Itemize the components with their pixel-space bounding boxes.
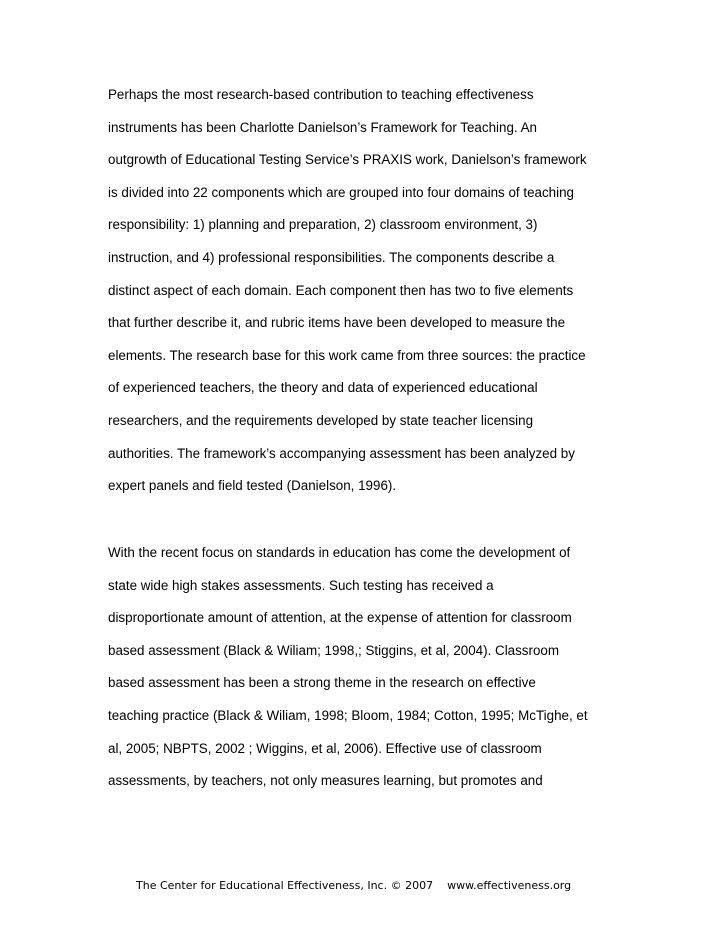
paragraph-line: distinct aspect of each domain. Each component then has two to five elements xyxy=(108,282,574,298)
paragraph-line: instruction, and 4) professional responsibilities. The components describe a xyxy=(108,249,555,265)
paragraph-line: instruments has been Charlotte Danielson’s Framework for Teaching. An xyxy=(108,119,537,135)
paragraph-line: disproportionate amount of attention, at the expense of attention for classroom xyxy=(108,610,572,626)
paragraph-line: Perhaps the most research-based contribution to teaching effectiveness xyxy=(108,87,534,102)
footer-organization: The Center for Educational Effectiveness, Inc. © 2007 xyxy=(136,879,434,892)
page-footer xyxy=(136,879,571,893)
paragraph-line: elements. The research base for this work came from three sources: the practice xyxy=(108,347,586,363)
paragraph-line: assessments, by teachers, not only measures learning, but promotes and xyxy=(108,773,543,789)
paragraph-classroom-assessment xyxy=(108,537,638,798)
paragraph-line: teaching practice (Black & Wiliam, 1998; Bloom, 1984; Cotton, 1995; McTighe, et xyxy=(108,707,588,723)
paragraph-line: al, 2005; NBPTS, 2002 ; Wiggins, et al, 2006). Effective use of classroom xyxy=(108,740,542,756)
paragraph-line: of experienced teachers, the theory and data of experienced educational xyxy=(108,380,538,396)
paragraph-line: based assessment has been a strong theme in the research on effective xyxy=(108,675,536,691)
paragraph-line: researchers, and the requirements developed by state teacher licensing xyxy=(108,412,534,428)
footer-website-link[interactable]: www.effectiveness.org xyxy=(447,879,572,892)
paragraph-framework-for-teaching xyxy=(108,79,638,503)
paragraph-line: With the recent focus on standards in education has come the development of xyxy=(108,545,571,560)
paragraph-line: based assessment (Black & Wiliam; 1998,; Stiggins, et al, 2004). Classroom xyxy=(108,642,560,658)
paragraph-line: authorities. The framework’s accompanying assessment has been analyzed by xyxy=(108,445,575,461)
paragraph-line: that further describe it, and rubric items have been developed to measure the xyxy=(108,315,566,331)
paragraph-line: is divided into 22 components which are grouped into four domains of teaching xyxy=(108,184,574,200)
paragraph-line: outgrowth of Educational Testing Service’s PRAXIS work, Danielson’s framework xyxy=(108,152,587,168)
paragraph-line: state wide high stakes assessments. Such testing has received a xyxy=(108,577,494,593)
paragraph-line: expert panels and field tested (Danielson, 1996). xyxy=(108,478,397,494)
paragraph-line: responsibility: 1) planning and preparation, 2) classroom environment, 3) xyxy=(108,217,538,233)
